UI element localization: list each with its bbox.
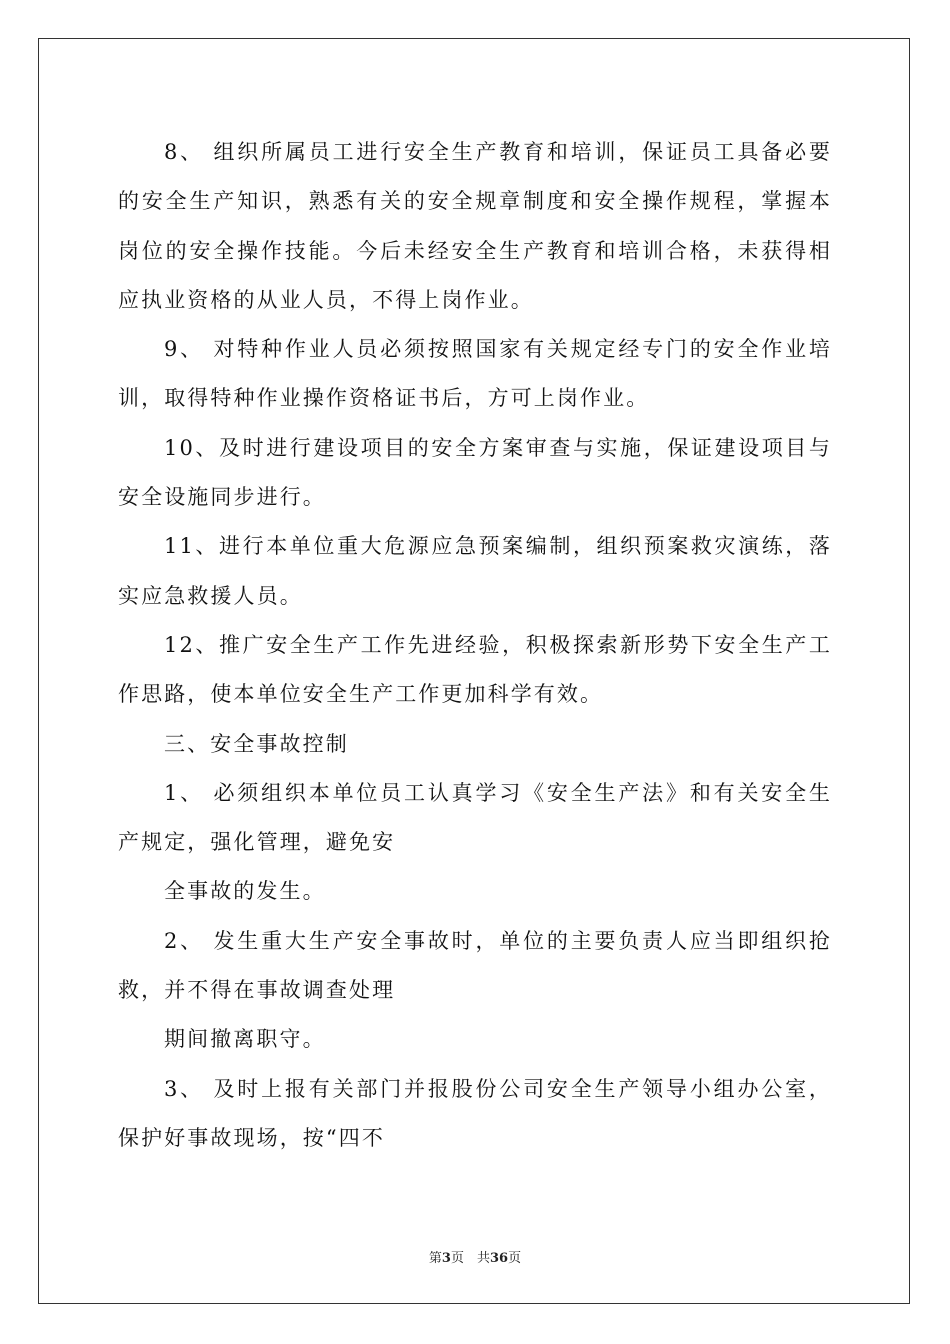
paragraph-item-9: 9、 对特种作业人员必须按照国家有关规定经专门的安全作业培训，取得特种作业操作资格证书后，方可上岗作业。 <box>118 337 832 411</box>
document-body <box>118 128 832 1163</box>
footer-middle: 页 共 <box>450 1251 490 1266</box>
paragraph-item-11: 11、进行本单位重大危源应急预案编制，组织预案救灾演练，落实应急救援人员。 <box>118 534 832 608</box>
paragraph-accident-3: 3、 及时上报有关部门并报股份公司安全生产领导小组办公室，保护好事故现场，按“四不 <box>118 1076 832 1150</box>
footer-prefix: 第 <box>428 1251 442 1266</box>
paragraph-accident-2-cont: 期间撤离职守。 <box>164 1027 326 1052</box>
page-footer <box>0 1247 950 1266</box>
paragraph-accident-1: 1、 必须组织本单位员工认真学习《安全生产法》和有关安全生产规定，强化管理，避免安 <box>118 780 832 855</box>
section-heading-accident-control: 三、安全事故控制 <box>164 731 349 756</box>
paragraph-accident-1-cont: 全事故的发生。 <box>164 879 326 904</box>
current-page-number: 3 <box>441 1251 451 1266</box>
paragraph-accident-2: 2、 发生重大生产安全事故时，单位的主要负责人应当即组织抢救，并不得在事故调查处理 <box>118 928 832 1003</box>
paragraph-item-8: 8、 组织所属员工进行安全生产教育和培训，保证员工具备必要的安全生产知识，熟悉有关的安全规章制度和安全操作规程，掌握本岗位的安全操作技能。今后未经安全生产教育和培训合格，未获得相应执业资格的从业人员，不得上岗作业。 <box>118 140 832 312</box>
footer-suffix: 页 <box>508 1251 522 1266</box>
paragraph-item-12: 12、推广安全生产工作先进经验，积极探索新形势下安全生产工作思路，使本单位安全生产工作更加科学有效。 <box>118 632 832 707</box>
total-page-count: 36 <box>489 1251 509 1266</box>
paragraph-item-10: 10、及时进行建设项目的安全方案审查与实施，保证建设项目与安全设施同步进行。 <box>118 435 832 510</box>
